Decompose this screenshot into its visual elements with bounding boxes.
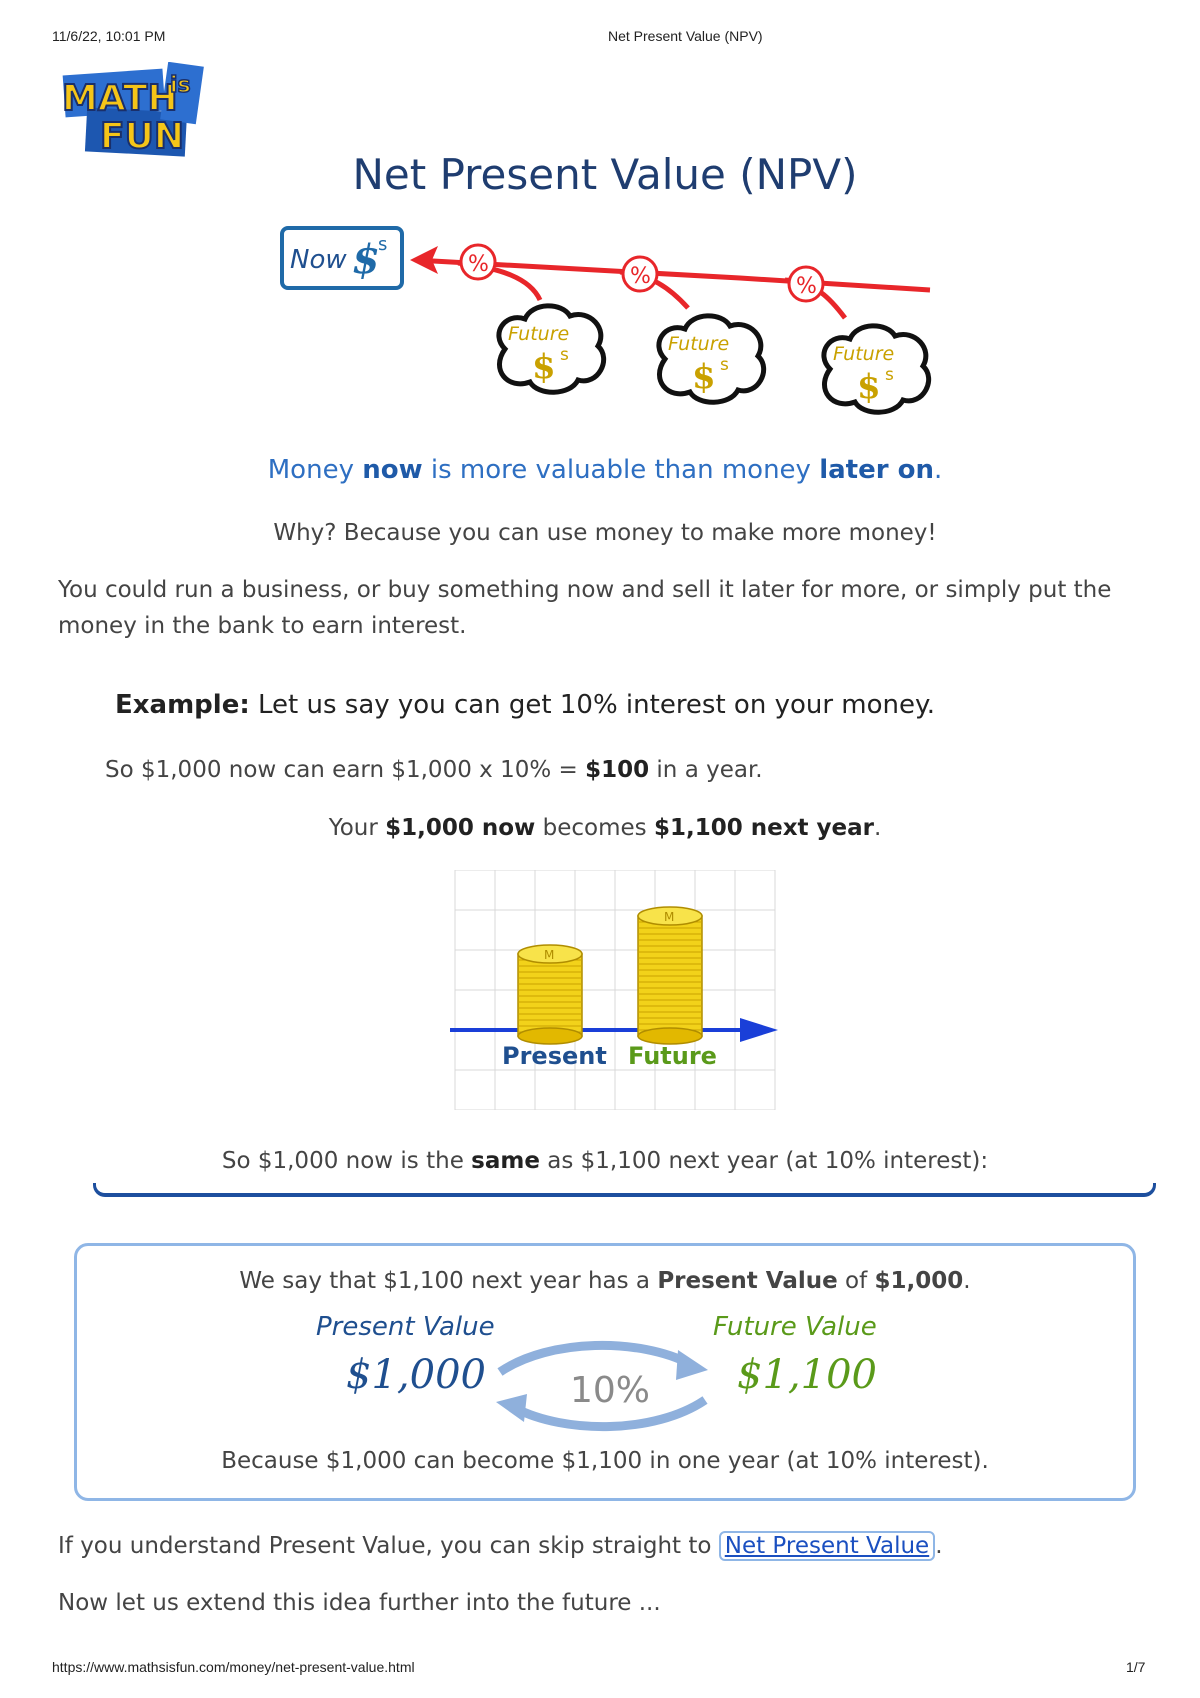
math-is-fun-logo[interactable] (56, 62, 216, 162)
now-dollar: $ (352, 236, 380, 283)
axis-arrowhead (740, 1018, 778, 1042)
net-present-value-link[interactable]: Net Present Value (719, 1531, 935, 1561)
svg-text:M: M (664, 910, 675, 924)
svg-text:$: $ (692, 357, 716, 397)
example-heading: Example: Let us say you can get 10% interest on your money. (115, 690, 935, 720)
svg-text:%: % (796, 274, 817, 299)
pv-explanation: Because $1,000 can become $1,100 in one year (at 10% interest). (221, 1448, 989, 1474)
now-sup: s (378, 234, 388, 255)
coin-chart (450, 870, 780, 1110)
svg-text:%: % (630, 264, 651, 289)
future-value-label: Future Value (713, 1312, 877, 1342)
svg-text:M: M (544, 948, 555, 962)
page-title: Net Present Value (NPV) (352, 150, 858, 199)
print-doc-title: Net Present Value (NPV) (608, 28, 763, 44)
coin-stack-present (518, 945, 582, 1044)
future-value-amount: $1,100 (737, 1352, 877, 1398)
svg-text:$: $ (857, 367, 881, 407)
npv-diagram (270, 218, 950, 418)
extend-line: Now let us extend this idea further into the future ... (58, 1590, 661, 1616)
svg-text:s: s (560, 345, 569, 365)
example-line-3: So $1,000 now is the same as $1,100 next year (at 10% interest): (221, 1148, 989, 1174)
print-datetime: 11/6/22, 10:01 PM (52, 28, 166, 44)
svg-text:is: is (170, 73, 191, 98)
print-page-number: 1/7 (1126, 1659, 1146, 1675)
present-value-amount: $1,000 (346, 1352, 486, 1398)
print-url: https://www.mathsisfun.com/money/net-present-value.html (52, 1659, 415, 1675)
coin-stack-future (638, 907, 702, 1044)
why-line: Why? Because you can use money to make more money! (273, 520, 937, 546)
svg-text:Future: Future (508, 323, 570, 345)
svg-text:MATH: MATH (62, 78, 178, 119)
percent-icon-1 (461, 245, 495, 279)
present-value-label: Present Value (316, 1312, 495, 1342)
conversion-arrows (490, 1330, 715, 1440)
future-cloud-2 (659, 316, 764, 402)
rate-text: 10% (570, 1370, 651, 1411)
svg-text:s: s (720, 355, 729, 375)
svg-text:Future: Future (668, 333, 730, 355)
pv-statement: We say that $1,100 next year has a Present Value of $1,000. (239, 1268, 971, 1294)
example-panel-border (93, 1183, 1156, 1197)
tagline: Money now is more valuable than money later on. (267, 455, 943, 485)
svg-text:FUN: FUN (100, 116, 184, 157)
chart-label-present: Present (502, 1042, 607, 1070)
intro-paragraph: You could run a business, or buy something now and sell it later for more, or simply put the money in the bank to earn interest. (58, 577, 1112, 639)
svg-text:Future: Future (833, 343, 895, 365)
example-line-2: Your $1,000 now becomes $1,100 next year. (328, 815, 882, 841)
svg-text:$: $ (532, 347, 556, 387)
example-line-1: So $1,000 now can earn $1,000 x 10% = $100 in a year. (105, 757, 763, 783)
coin-chart-svg (450, 870, 780, 1110)
chart-label-future: Future (628, 1042, 717, 1070)
svg-text:%: % (468, 252, 489, 277)
percent-icon-3 (789, 267, 823, 301)
now-label: Now (290, 245, 347, 275)
future-cloud-3 (824, 326, 929, 412)
future-cloud-1 (499, 306, 604, 392)
skip-line: If you understand Present Value, you can skip straight to Net Present Value . (58, 1533, 943, 1559)
percent-icon-2 (623, 257, 657, 291)
svg-text:s: s (885, 365, 894, 385)
